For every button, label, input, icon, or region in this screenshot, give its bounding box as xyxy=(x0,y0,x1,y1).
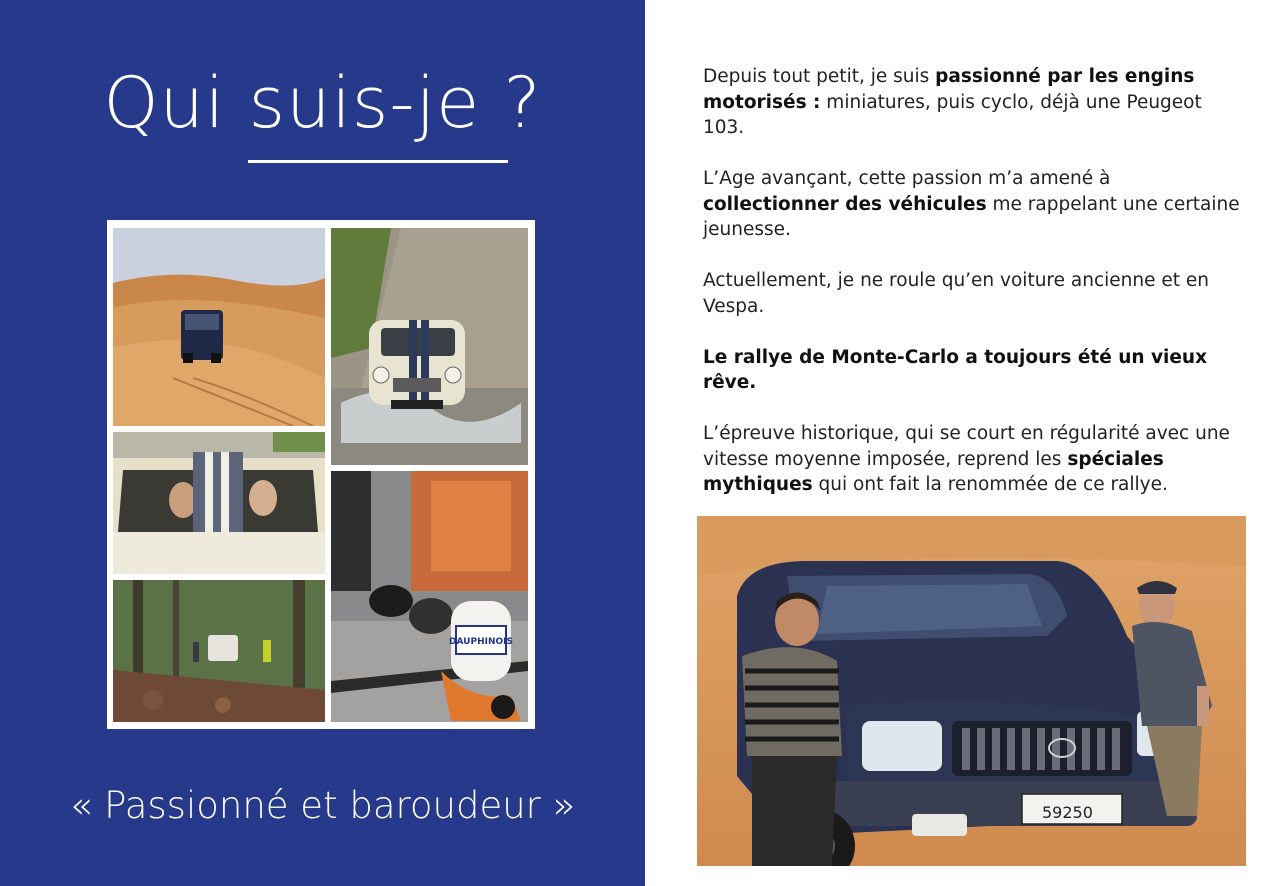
photo-vespa-street xyxy=(331,471,528,722)
paragraph-5: L’épreuve historique, qui se court en régularité avec une vitesse moyenne imposée, reprend les spéciales mythiques qui ont fait la renommée de ce rallye. xyxy=(703,423,1230,495)
photo-collage xyxy=(107,220,535,729)
photo-forest-trail xyxy=(113,580,325,722)
tagline: « Passionné et baroudeur » xyxy=(69,784,576,827)
license-plate-text: 59250 xyxy=(1042,803,1093,822)
scooter-sign-text: DAUPHINOIS xyxy=(449,637,513,647)
photo-mini-cooper xyxy=(331,228,528,465)
paragraph-3: Actuellement, je ne roule qu’en voiture ancienne et en Vespa. xyxy=(703,270,1209,317)
paragraph-4: Le rallye de Monte-Carlo a toujours été un vieux rêve. xyxy=(703,346,1208,393)
photo-desert-suv xyxy=(113,228,325,426)
photo-car-drivers xyxy=(113,432,325,574)
title-underline xyxy=(248,160,508,163)
bio-text xyxy=(703,64,1248,523)
paragraph-2: L’Age avançant, cette passion m’a amené à collectionner des véhicules me rappelant une certaine jeunesse. xyxy=(703,168,1240,240)
page-title: Qui suis-je ? xyxy=(103,62,542,144)
paragraph-1: Depuis tout petit, je suis passionné par les engins motorisés : miniatures, puis cyclo, déjà une Peugeot 103. xyxy=(703,66,1202,138)
photo-desert-land-cruiser xyxy=(697,516,1246,866)
